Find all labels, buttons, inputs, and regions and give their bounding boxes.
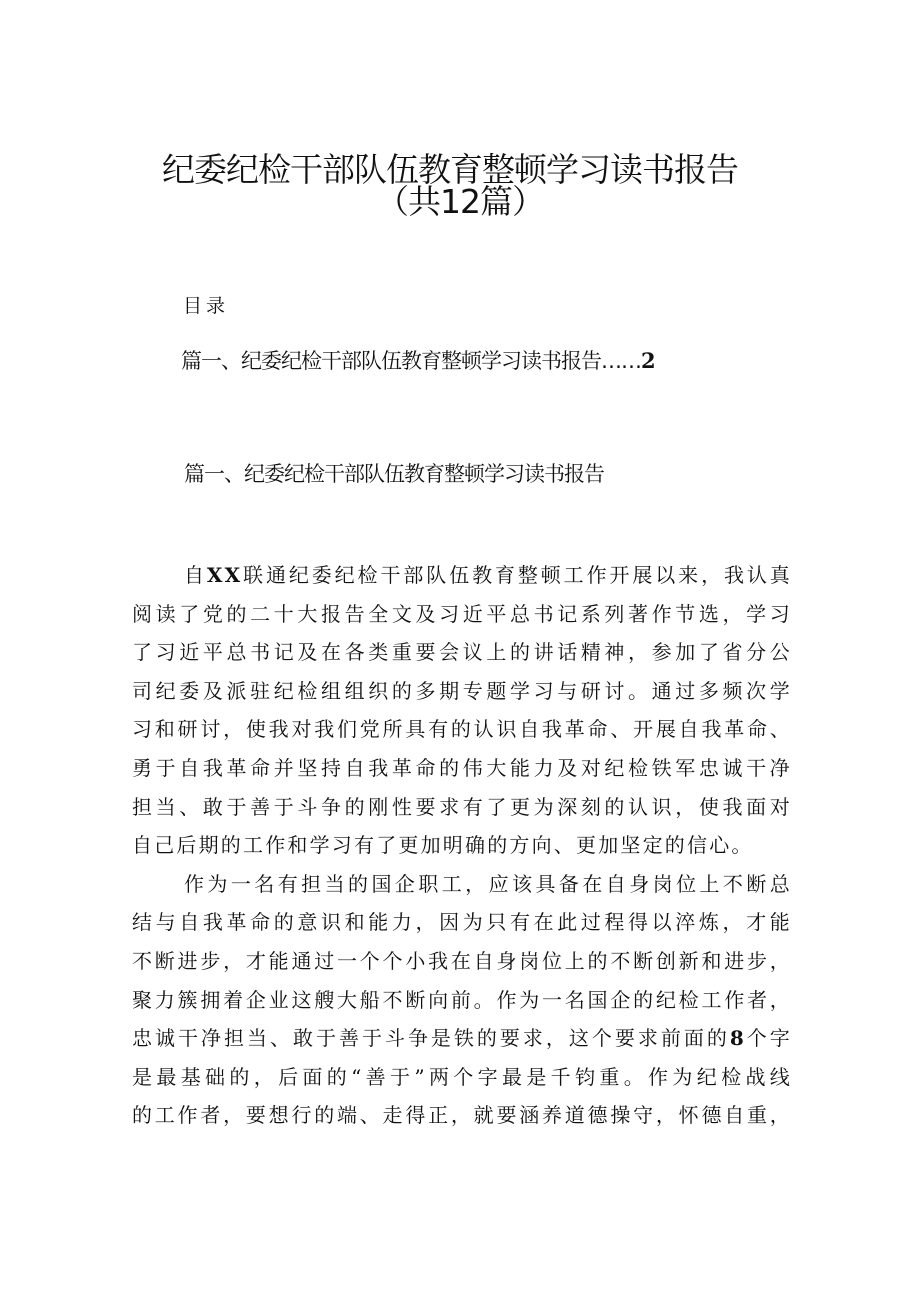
paragraph-line: 习和研讨，使我对我们党所具有的认识自我革命、开展自我革命、 [132,717,792,742]
paragraph-line: 的工作者，要想行的端、走得正，就要涵养道德操守，怀德自重， [132,1103,792,1128]
paragraph-line: 不断进步，才能通过一个个小我在自身岗位上的不断创新和进步， [132,948,792,973]
paragraph-line: 司纪委及派驻纪检组组织的多期专题学习与研讨。通过多频次学 [132,678,792,703]
paragraph-line: 自XX联通纪委纪检干部队伍教育整顿工作开展以来，我认真 [184,563,792,587]
toc-entry-text: 篇一、纪委纪检干部队伍教育整顿学习读书报告…… [181,349,641,373]
paragraph-line: 作为一名有担当的国企职工，应该具备在自身岗位上不断总 [184,871,792,896]
section-heading: 篇一、纪委纪检干部队伍教育整顿学习读书报告 [184,462,604,486]
paragraph-line: 是最基础的，后面的“善于”两个字最是千钧重。作为纪检战线 [132,1064,792,1089]
paragraph-line: 了习近平总书记及在各类重要会议上的讲话精神，参加了省分公 [132,640,792,665]
paragraph-line: 聚力簇拥着企业这艘大船不断向前。作为一名国企的纪检工作者， [132,987,792,1012]
toc-entry-page: 2 [641,348,655,373]
paragraph-line: 阅读了党的二十大报告全文及习近平总书记系列著作节选，学习 [132,601,792,626]
paragraph-line: 自己后期的工作和学习有了更加明确的方向、更加坚定的信心。 [132,833,754,858]
paragraph-line: 忠诚干净担当、敢于善于斗争是铁的要求，这个要求前面的8个字 [132,1026,792,1051]
paragraph-line: 勇于自我革命并坚持自我革命的伟大能力及对纪检铁军忠诚干净 [132,755,792,780]
document-title-count: （共12篇） [376,182,544,221]
paragraph-line: 结与自我革命的意识和能力，因为只有在此过程得以淬炼，才能 [132,910,792,935]
toc-entry[interactable] [181,346,655,376]
paragraph-line: 担当、敢于善于斗争的刚性要求有了更为深刻的认识，使我面对 [132,794,792,819]
toc-label: 目录 [183,295,230,317]
paragraph-2 [132,865,792,1135]
paragraph-1 [132,556,792,865]
document-title: 纪委纪检干部队伍教育整顿学习读书报告 [162,150,738,189]
body-text [132,556,792,1135]
